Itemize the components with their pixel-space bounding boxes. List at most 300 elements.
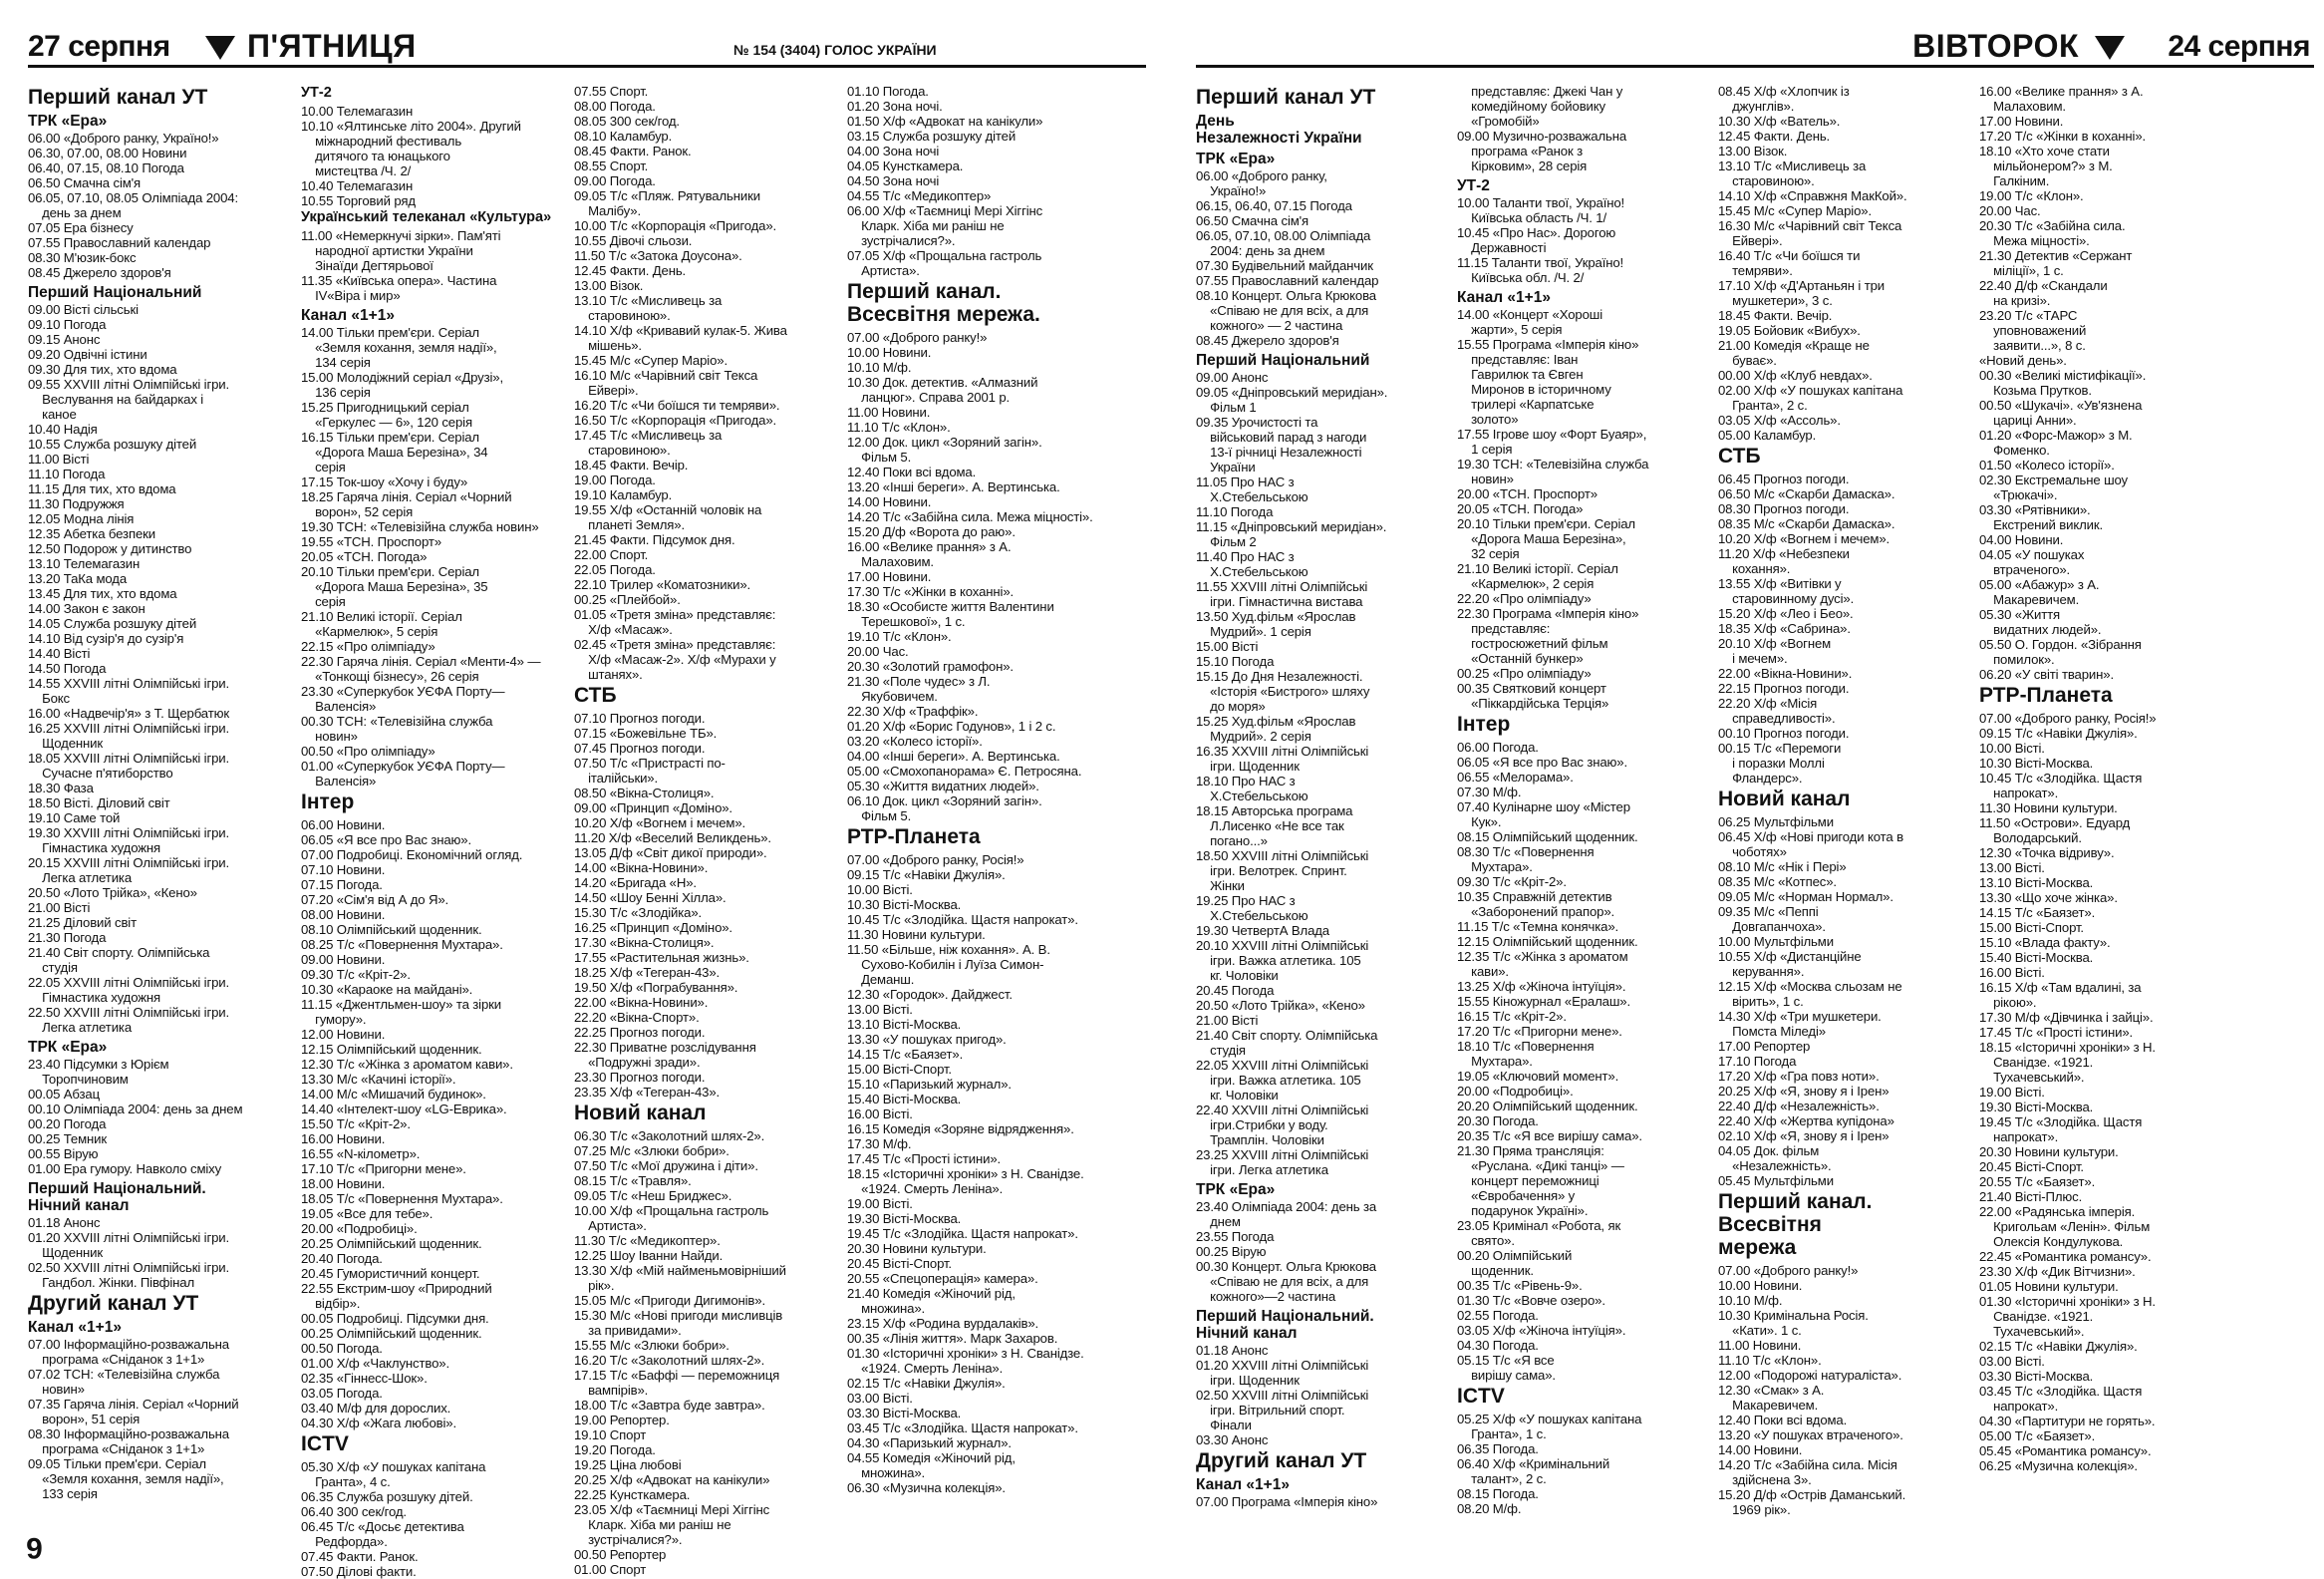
program-listing: 00.30 ТСН: «Телевізійна служба новин» [301,714,493,744]
program-listing: 20.45 Гумористичний концерт. [301,1266,480,1281]
program-listing: 00.50 Репортер [574,1547,667,1562]
program-listing: 01.10 Погода. [847,84,929,99]
right-page [1168,0,2324,1570]
program-listing: 09.35 М/с «Пеппі Довгапанчоха». [1718,904,1826,934]
channel-heading: Перший Національний [28,284,202,301]
schedule-column [1979,84,2232,1564]
program-listing: 19.05 «Все для тебе». [301,1206,434,1221]
program-listing: 17.15 Т/с «Баффі — переможниця вампірів». [574,1368,780,1398]
schedule-column [1196,84,1449,1564]
program-listing: 05.00 Каламбур. [1718,428,1817,443]
channel-heading: Інтер [301,790,355,813]
program-listing: 15.30 М/с «Нові пригоди мисливців за привидами». [574,1308,783,1338]
program-listing: 07.50 Т/с «Пристрасті по- італійськи». [574,756,726,786]
program-listing: 18.10 Про НАС з Х.Стебельською [1196,774,1308,803]
program-listing: 13.00 Візок. [1718,144,1788,158]
program-listing: 20.45 Вісті-Спорт. [847,1256,952,1271]
program-listing: 09.15 Т/с «Навіки Джулія». [847,867,1006,882]
program-listing: 19.10 Каламбур. [574,487,673,502]
channel-heading: Український телеканал «Культура» [301,209,552,225]
program-listing: 03.30 Вісті-Москва. [847,1406,962,1421]
channel-heading: Перший канал УТ [28,86,208,109]
program-listing: 02.35 «Гіннесс-Шок». [301,1371,428,1386]
program-listing: 14.40 «Інтелект-шоу «LG-Еврика». [301,1102,507,1116]
channel-heading: РТР-Планета [1979,684,2113,707]
program-listing: 20.30 Т/с «Забійна сила. Межа міцності». [1979,218,2126,248]
program-listing: 14.00 Новини. [1718,1442,1803,1457]
program-listing: 13.55 Х/ф «Витівки у старовинному дусі». [1718,576,1855,606]
program-listing: 00.25 Темник [28,1131,107,1146]
program-listing: 12.05 Модна лінія [28,511,135,526]
program-listing: 03.30 «Рятівники». [1979,502,2091,517]
program-listing: 16.50 Т/с «Корпорація «Пригода». [574,413,777,428]
program-listing: 04.55 Т/с «Медикоптер» [847,188,992,203]
program-listing: 09.30 Для тих, хто вдома [28,362,177,377]
program-listing: 01.18 Анонс [1196,1343,1269,1358]
program-listing: 16.20 Т/с «Заколотний шлях-2». [574,1353,765,1368]
program-listing: 08.00 Погода. [574,99,656,114]
program-listing: 22.40 Д/ф «Незалежність». [1718,1099,1880,1113]
channel-heading: Канал «1+1» [28,1319,122,1336]
program-listing: 10.20 Х/ф «Вогнем і мечем». [574,815,746,830]
program-listing: 20.30 Погода. [1457,1113,1539,1128]
program-listing: 19.55 «ТСН. Проспорт» [301,534,441,549]
program-listing: 10.55 Х/ф «Дистанційне керування». [1718,949,1862,979]
program-listing: 03.45 Т/с «Злодійка. Щастя напрокат». [847,1421,1078,1435]
program-listing: 06.45 Прогноз погоди. [1718,472,1850,486]
program-listing: 15.25 Пригодницький серіал «Геркулес — 6», 120 серія [301,400,472,430]
program-listing: 00.30 «Великі містифікації». [1979,368,2147,383]
channel-heading: ТРК «Ера» [28,1039,108,1056]
program-listing: 16.20 Т/с «Чи боїшся ти темряви». [574,398,780,413]
program-listing: 22.30 Гаряча лінія. Серіал «Менти-4» — «Тонкощі бізнесу», 26 серія [301,654,541,684]
program-listing: 19.05 Бойовик «Вибух». [1718,323,1861,338]
program-listing: 20.10 Тільки прем'єри. Серіал «Дорога Маша Березіна», 35 серія [301,564,488,609]
program-listing: 01.20 Зона ночі. [847,99,943,114]
program-listing: 15.00 Вісті [1196,639,1259,654]
program-listing: 17.00 Репортер [1718,1039,1811,1054]
program-listing: 08.50 «Вікна-Столиця». [574,786,715,800]
program-listing: 08.15 Т/с «Травля». [574,1173,692,1188]
program-listing: 13.25 Х/ф «Жіноча інтуїція». [1457,979,1626,994]
program-listing: 12.30 «Точка відриву». [1979,845,2115,860]
program-listing: 06.45 Т/с «Досьє детектива Редфорда». [301,1519,464,1549]
left-page [0,0,1156,1579]
program-listing: 07.05 Ера бізнесу [28,220,134,235]
program-listing: 09.55 XXVIII літні Олімпійські ігри. Веслування на байдарках і каное [28,377,230,422]
program-listing: 22.40 XXVIII літні Олімпійські ігри.Стрибки у воду. Трамплін. Чоловіки [1196,1103,1369,1147]
program-listing: 12.00 Док. цикл «Зоряний загін». Фільм 5. [847,435,1042,465]
program-listing: 22.25 Прогноз погоди. [574,1025,706,1040]
program-listing: 14.10 Х/ф «Справжня МакКой». [1718,188,1907,203]
program-listing: 09.00 Вісті сільські [28,302,139,317]
program-listing: 18.15 «Історичні хроніки» з Н. Сванідзе. «1924. Смерть Леніна». [847,1166,1084,1196]
program-listing: 01.05 «Третя зміна» представляє: Х/ф «Масаж». [574,607,776,637]
program-listing: 15.45 М/с «Супер Маріо». [574,353,727,368]
program-listing: 20.00 «Подробиці». [1457,1084,1574,1099]
channel-heading: Інтер [1457,713,1511,736]
program-listing: 14.00 Новини. [847,494,932,509]
program-listing: 23.55 Погода [1196,1229,1275,1244]
program-listing: 13.10 Т/с «Мисливець за старовиною». [1718,158,1867,188]
program-listing: 20.30 Новини культури. [1979,1144,2119,1159]
program-listing: 11.30 Новини культури. [1979,800,2118,815]
program-listing: 07.10 Новини. [301,862,386,877]
program-listing: 16.00 Вісті. [847,1106,913,1121]
program-listing: 10.00 Мультфільми [1718,934,1834,949]
program-listing: 18.25 Гаряча лінія. Серіал «Чорний ворон», 52 серія [301,489,512,519]
program-listing: 05.30 Х/ф «У пошуках капітана Гранта», 4 с. [301,1459,486,1489]
program-listing: 01.18 Анонс [28,1215,101,1230]
program-listing: 18.45 Факти. Вечір. [574,458,689,473]
program-listing: 07.00 Подробиці. Економічний огляд. [301,847,523,862]
program-listing: 04.00 Новини. [1979,532,2064,547]
program-listing: 17.55 Ігрове шоу «Форт Буаяр», 1 серія [1457,427,1647,457]
program-listing: 16.30 М/с «Чарівний світ Текса Ейвері». [1718,218,1902,248]
program-listing: 06.30, 07.00, 08.00 Новини [28,146,187,160]
program-listing: 01.20 «Форс-Мажор» з М. Фоменко. [1979,428,2133,458]
program-listing: 23.05 Кримінал «Робота, як свято». [1457,1218,1621,1248]
program-listing: 20.20 Олімпійський щоденник. [1457,1099,1638,1113]
program-listing: 18.45 Факти. Вечір. [1718,308,1833,323]
program-listing: 05.45 Мультфільми [1718,1173,1834,1188]
program-listing: 11.40 Про НАС з Х.Стебельською [1196,549,1308,579]
channel-heading: ICTV [301,1432,349,1455]
program-listing: 20.40 Погода. [301,1251,383,1266]
program-listing: 07.00 Програма «Імперія кіно» [1196,1494,1378,1509]
program-listing: 03.00 Вісті. [1979,1354,2045,1369]
program-listing: 18.25 Х/ф «Тегеран-43». [574,965,721,980]
program-listing: 11.50 Т/с «Затока Доусона». [574,248,742,263]
program-listing: 11.00 Новини. [847,405,931,420]
program-listing: 06.35 Погода. [1457,1441,1539,1456]
program-listing: 12.15 Олімпійський щоденник. [301,1042,482,1057]
program-listing: 07.20 «Сім'я від А до Я». [301,892,449,907]
program-listing: 09.00 Анонс [1196,370,1269,385]
program-listing: 09.30 Т/с «Кріт-2». [301,967,411,982]
program-listing: 20.00 «Подробиці». [301,1221,418,1236]
program-listing: 06.05, 07.10, 08.05 Олімпіада 2004: день за днем [28,190,238,220]
program-listing: 00.20 Погода [28,1116,107,1131]
channel-heading: ТРК «Ера» [1196,151,1276,167]
program-listing: 18.15 «Історичні хроніки» з Н. Сванідзе. «1921. Тухачевський». [1979,1040,2156,1085]
program-listing: 14.00 М/с «Мишачий будинок». [301,1087,486,1102]
program-listing: 08.30 Т/с «Повернення Мухтара». [1457,844,1595,874]
program-listing: 05.30 «Життя видатних людей». [847,779,1039,793]
program-listing: 00.35 Святковий концерт «Піккардійська Терція» [1457,681,1609,711]
program-listing: 07.45 Факти. Ранок. [301,1549,419,1564]
program-listing: 14.50 Погода [28,661,107,676]
program-listing: 13.10 Телемагазин [28,556,141,571]
program-listing: 20.35 Т/с «Я все вирішу сама». [1457,1128,1642,1143]
program-listing: 02.15 Т/с «Навіки Джулія». [1979,1339,2138,1354]
program-listing: 20.50 «Лото Трійка», «Кено» [1196,998,1365,1013]
program-listing: 09.05 Т/с «Пляж. Рятувальники Малібу». [574,188,760,218]
program-listing: 06.00 «Доброго ранку, Україно!» [28,131,219,146]
program-listing: 00.05 Абзац [28,1087,101,1102]
program-listing: 09.15 Анонс [28,332,101,347]
program-listing: 11.50 «Острови». Едуард Володарський. [1979,815,2131,845]
program-listing: 22.00 «Вікна-Новини». [1718,666,1853,681]
program-listing: 03.20 «Колесо історії». [847,734,983,749]
program-listing: 00.25 «Про олімпіаду» [1457,666,1592,681]
program-listing: 22.05 XXVIII літні Олімпійські ігри. Гімнастика художня [28,975,230,1005]
schedule-column [1718,84,1971,1564]
program-listing: 12.45 Факти. День. [574,263,687,278]
program-listing: 14.00 Тільки прем'єри. Серіал «Земля кохання, земля надії», 134 серія [301,325,497,370]
channel-heading: РТР-Планета [847,825,981,848]
program-listing: 12.30 «Смак» з А. Макаревичем. [1718,1383,1825,1413]
program-listing: 06.55 «Мелорама». [1457,770,1574,785]
program-listing: 07.10 Прогноз погоди. [574,711,706,726]
program-listing: 23.30 Х/ф «Дик Вітчизни». [1979,1264,2136,1279]
program-listing: 19.45 Т/с «Злодійка. Щастя напрокат». [847,1226,1078,1241]
program-listing: 20.25 Х/ф «Адвокат на канікули» [574,1472,770,1487]
program-listing: 01.20 XXVIII літні Олімпійські ігри. Щоденник [28,1230,230,1260]
program-listing: 07.02 ТСН: «Телевізійна служба новин» [28,1367,220,1397]
program-listing: 10.45 Т/с «Злодійка. Щастя напрокат». [847,912,1078,927]
program-listing: 08.45 Факти. Ранок. [574,144,692,158]
program-listing: 22.25 Кунсткамера. [574,1487,691,1502]
program-listing: 00.30 Концерт. Ольга Крюкова «Співаю не для всіх, а для кожного»—2 частина [1196,1259,1376,1304]
program-listing: 06.35 Служба розшуку дітей. [301,1489,473,1504]
program-listing: 04.05 Кунсткамера. [847,158,964,173]
program-listing: 10.00 Вісті. [1979,741,2045,756]
program-listing: 06.10 Док. цикл «Зоряний загін». Фільм 5. [847,793,1042,823]
program-listing: 12.45 Факти. День. [1718,129,1831,144]
program-listing: 17.20 Т/с «Жінки в коханні». [1979,129,2147,144]
program-listing: 19.30 ТСН: «Телевізійна служба новин» [1457,457,1649,486]
program-listing: 15.55 Кіножурнал «Ералаш». [1457,994,1630,1009]
program-listing: 20.25 Х/ф «Я, знову я і Ірен» [1718,1084,1889,1099]
program-listing: 10.30 Док. детектив. «Алмазний ланцюг». Справа 2001 р. [847,375,1038,405]
program-listing: 11.15 Т/с «Темна конячка». [1457,919,1619,934]
program-listing: 21.10 Великі історії. Серіал «Кармелюк», 5 серія [301,609,462,639]
program-listing: 18.50 Вісті. Діловий світ [28,795,170,810]
program-listing: 08.10 Олімпійський щоденник. [301,922,482,937]
program-listing: 04.00 Зона ночі [847,144,940,158]
channel-heading: Новий канал [574,1102,707,1124]
program-listing: 03.40 М/ф для дорослих. [301,1401,451,1416]
program-listing: 11.30 Т/с «Медикоптер». [574,1233,721,1248]
program-listing: 19.00 Т/с «Клон». [1979,188,2084,203]
program-listing: 01.30 Т/с «Вовче озеро». [1457,1293,1605,1308]
program-listing: 19.25 Про НАС з Х.Стебельською [1196,893,1308,923]
program-listing: 18.00 Т/с «Завтра буде завтра». [574,1398,765,1413]
program-listing: 03.30 Вісті-Москва. [1979,1369,2094,1384]
program-listing: 15.00 Вісті-Спорт. [1979,920,2084,935]
program-listing: 17.10 Х/ф «Д'Артаньян і три мушкетери», 3 с. [1718,278,1886,308]
program-listing: 08.35 М/с «Скарби Дамаска». [1718,516,1895,531]
program-listing: 20.55 Т/с «Баязет». [1979,1174,2096,1189]
program-listing: 08.05 300 сек/год. [574,114,680,129]
program-listing: 18.10 «Хто хоче стати мільйонером?» з М. Галкіним. [1979,144,2113,188]
program-listing: 03.05 Х/ф «Жіноча інтуїція». [1457,1323,1626,1338]
program-listing: 10.10 «Ялтинське літо 2004». Другий міжнародний фестиваль дитячого та юнацького мистецтва /Ч. 2/ [301,119,521,178]
program-listing: 19.05 «Ключовий момент». [1457,1069,1619,1084]
program-listing: 05.50 О. Гордон. «Зібрання помилок». [1979,637,2142,667]
channel-heading: Канал «1+1» [1196,1476,1290,1493]
program-listing: 10.55 Служба розшуку дітей [28,437,197,452]
program-listing: 22.00 «Вікна-Новини». [574,995,709,1010]
program-listing: 06.00 Х/ф «Таємниці Мері Хіггінс Кларк. Хіба ми раніш не зустрічалися?». [847,203,1043,248]
program-listing: 01.00 Х/ф «Чаклунство». [301,1356,449,1371]
left-page-header [28,22,1146,68]
program-listing: 02.30 Екстремальне шоу «Трюкачі». [1979,473,2128,502]
program-listing: 16.15 Х/ф «Там вдалині, за рікою». [1979,980,2142,1010]
program-listing: 09.05 М/с «Норман Нормал». [1718,889,1893,904]
program-listing: 11.30 Новини культури. [847,927,986,942]
program-listing: 20.30 «Золотий грамофон». [847,659,1014,674]
program-listing: 08.55 Спорт. [574,158,649,173]
program-listing: 17.00 Новини. [847,569,932,584]
program-listing: 21.30 Погода [28,930,107,945]
program-listing: 02.50 XXVIII літні Олімпійські ігри. Гандбол. Жінки. Півфінал [28,1260,230,1290]
schedule-column [301,84,562,1579]
program-listing: 10.00 Таланти твої, Україно! Київська область /Ч. 1/ [1457,195,1625,225]
program-listing: 08.10 Каламбур. [574,129,673,144]
program-listing: 20.55 «Спецоперація» камера». [847,1271,1038,1286]
channel-heading: Перший канал. Всесвітня мережа. [847,280,1040,326]
program-listing: 16.00 «Надвечір'я» з Т. Щербатюк [28,706,229,721]
program-listing: 10.10 М/ф. [847,360,912,375]
program-listing: 01.30 «Історичні хроніки» з Н. Сванідзе. «1924. Смерть Леніна». [847,1346,1084,1376]
program-listing: 17.10 Погода [1718,1054,1797,1069]
right-page-header [1196,22,2314,68]
program-listing: 21.45 Факти. Підсумок дня. [574,532,735,547]
program-listing: 00.55 Вірую [28,1146,99,1161]
program-listing: 01.00 Спорт [574,1562,647,1577]
program-listing: 11.20 Х/ф «Небезпеки кохання». [1718,546,1850,576]
program-listing: 17.15 Ток-шоу «Хочу і буду» [301,474,468,489]
program-listing: 22.15 Прогноз погоди. [1718,681,1850,696]
schedule-column [1457,84,1710,1564]
channel-heading: СТБ [574,684,617,707]
program-listing: 13.00 Візок. [574,278,644,293]
program-listing: 04.00 «Інші береги». А. Вертинська. [847,749,1060,764]
program-listing: 21.30 Детектив «Сержант міліції», 1 с. [1979,248,2133,278]
program-listing: 17.45 Т/с «Прості істини». [847,1151,1002,1166]
right-date: 24 серпня [2168,30,2310,63]
program-listing: 02.45 «Третя зміна» представляє: Х/ф «Масаж-2». Х/ф «Мурахи у штанях». [574,637,776,682]
program-listing: 07.00 «Доброго ранку!» [847,330,988,345]
program-listing: 07.25 М/с «Злюки бобри». [574,1143,729,1158]
program-listing: 06.50 М/с «Скарби Дамаска». [1718,486,1895,501]
program-listing: 13.45 Для тих, хто вдома [28,586,177,601]
program-listing: 20.10 XXVIII літні Олімпійські ігри. Важка атлетика. 105 кг. Чоловіки [1196,938,1369,983]
program-listing: 12.35 Т/с «Жінка з ароматом кави». [1457,949,1628,979]
channel-heading: ТРК «Ера» [1196,1181,1276,1198]
program-listing: 17.30 М/ф. [847,1136,912,1151]
program-listing: 20.45 Вісті-Спорт. [1979,1159,2084,1174]
program-listing: 06.45 Х/ф «Нові пригоди кота в чоботях» [1718,829,1903,859]
program-listing: 15.20 Д/ф «Острів Даманський. 1969 рік». [1718,1487,1906,1517]
program-listing: 22.40 Х/ф «Жертва купідона» [1718,1113,1894,1128]
program-listing: 06.50 Смачна сім'я [1196,213,1308,228]
left-schedule [28,84,1150,1579]
program-listing: 14.15 Т/с «Баязет». [1979,905,2096,920]
program-listing: 12.00 Новини. [301,1027,386,1042]
program-listing: 14.20 Т/с «Забійна сила. Місія здійснена 3». [1718,1457,1897,1487]
program-listing: 19.30 XXVIII літні Олімпійські ігри. Гімнастика художня [28,825,230,855]
program-listing: 05.00 Т/с «Баязет». [1979,1428,2096,1443]
program-listing: 23.35 Х/ф «Тегеран-43». [574,1085,721,1100]
program-listing: 19.30 ТСН: «Телевізійна служба новин» [301,519,539,534]
channel-heading: Перший Національний. Нічний канал [28,1180,206,1214]
program-listing: 23.25 XXVIII літні Олімпійські ігри. Легка атлетика [1196,1147,1369,1177]
program-listing: 11.10 Погода [1196,504,1274,519]
program-listing: 21.40 Світ спорту. Олімпійська студія [28,945,210,975]
program-listing: 06.40 300 сек/год. [301,1504,407,1519]
program-listing: 10.00 Х/ф «Прощальна гастроль Артиста». [574,1203,769,1233]
program-listing: 03.00 Вісті. [847,1391,913,1406]
program-listing: 19.50 Х/ф «Пограбування». [574,980,738,995]
program-listing: 23.40 Олімпіада 2004: день за днем [1196,1199,1377,1229]
channel-heading: День Незалежності України [1196,113,1362,147]
channel-heading: Другий канал УТ [1196,1449,1367,1472]
program-listing: 13.05 Д/ф «Світ дикої природи». [574,845,767,860]
program-listing: 15.55 Програма «Імперія кіно» представляє: Іван Гаврилюк та Євген Миронов в історичному трилері «Карпатське золото» [1457,337,1639,427]
schedule-column [574,84,835,1577]
program-listing: Козьма Прутков. [1979,383,2092,398]
program-listing: 08.30 Інформаційно-розважальна програма «Сніданок з 1+1» [28,1426,229,1456]
program-listing: 12.40 Поки всі вдома. [1718,1413,1848,1427]
program-listing: 00.35 «Лінія життя». Марк Захаров. [847,1331,1058,1346]
program-listing: 01.20 Х/ф «Борис Годунов», 1 і 2 с. [847,719,1056,734]
program-listing: 11.15 «Дніпровський меридіан». Фільм 2 [1196,519,1387,549]
program-listing: 09.05 «Дніпровський меридіан». Фільм 1 [1196,385,1388,415]
program-listing: 20.05 «ТСН. Погода» [301,549,428,564]
program-listing: 20.05 «ТСН. Погода» [1457,501,1584,516]
program-listing: 21.00 Комедія «Краще не буває». [1718,338,1870,368]
program-listing: 14.05 Служба розшуку дітей [28,616,197,631]
program-listing: 08.15 Погода. [1457,1486,1539,1501]
program-listing: 07.45 Прогноз погоди. [574,741,706,756]
program-listing: 15.50 Т/с «Кріт-2». [301,1116,411,1131]
program-listing: 15.05 М/с «Пригоди Дигимонів». [574,1293,765,1308]
program-listing: 13.10 Вісті-Москва. [847,1017,962,1032]
channel-heading: УТ-2 [1457,177,1490,194]
program-listing: 00.50 «Про олімпіаду» [301,744,436,759]
program-listing: 06.00 Погода. [1457,740,1539,755]
program-listing: 21.30 Пряма трансляція: «Руслана. «Дикі танці» — концерт переможниці «Євробачення» у подарунок Україні». [1457,1143,1624,1218]
program-listing: 05.25 Х/ф «У пошуках капітана Гранта», 1 с. [1457,1412,1642,1441]
page-number: 6 [26,1531,43,1564]
program-listing: 16.25 XXVIII літні Олімпійські ігри. Щоденник [28,721,230,751]
program-listing: 10.30 Вісті-Москва. [847,897,962,912]
program-listing: 19.25 Ціна любові [574,1457,682,1472]
program-listing: 09.00 Новини. [301,952,386,967]
program-listing: 21.25 Діловий світ [28,915,137,930]
program-listing: 12.50 Подорож у дитинство [28,541,192,556]
program-listing: 00.35 Т/с «Рівень-9». [1457,1278,1583,1293]
program-listing: 20.30 Новини культури. [847,1241,987,1256]
program-listing: 22.05 Погода. [574,562,656,577]
program-listing: 13.20 ТаКа мода [28,571,128,586]
program-listing: 06.30 «Музична колекція». [847,1480,1006,1495]
program-listing: 22.20 Х/ф «Місія справедливості». [1718,696,1836,726]
program-listing: 01.00 «Суперкубок УЄФА Порту— Валенсія» [301,759,505,789]
program-listing: 09.00 «Принцип «Доміно». [574,800,732,815]
program-listing: 20.10 Х/ф «Вогнем і мечем». [1718,636,1832,666]
program-listing: Екстрений виклик. [1979,517,2103,532]
program-listing: 16.00 Новини. [301,1131,386,1146]
program-listing: 11.15 Таланти твої, Україно! Київська обл. /Ч. 2/ [1457,255,1624,285]
program-listing: 10.30 «Караоке на майдані». [301,982,473,997]
program-listing: 10.35 Справжній детектив «Заборонений прапор». [1457,889,1615,919]
program-listing: 17.30 «Вікна-Столиця». [574,935,715,950]
program-listing: 15.00 Молодіжний серіал «Друзі», 136 серія [301,370,503,400]
